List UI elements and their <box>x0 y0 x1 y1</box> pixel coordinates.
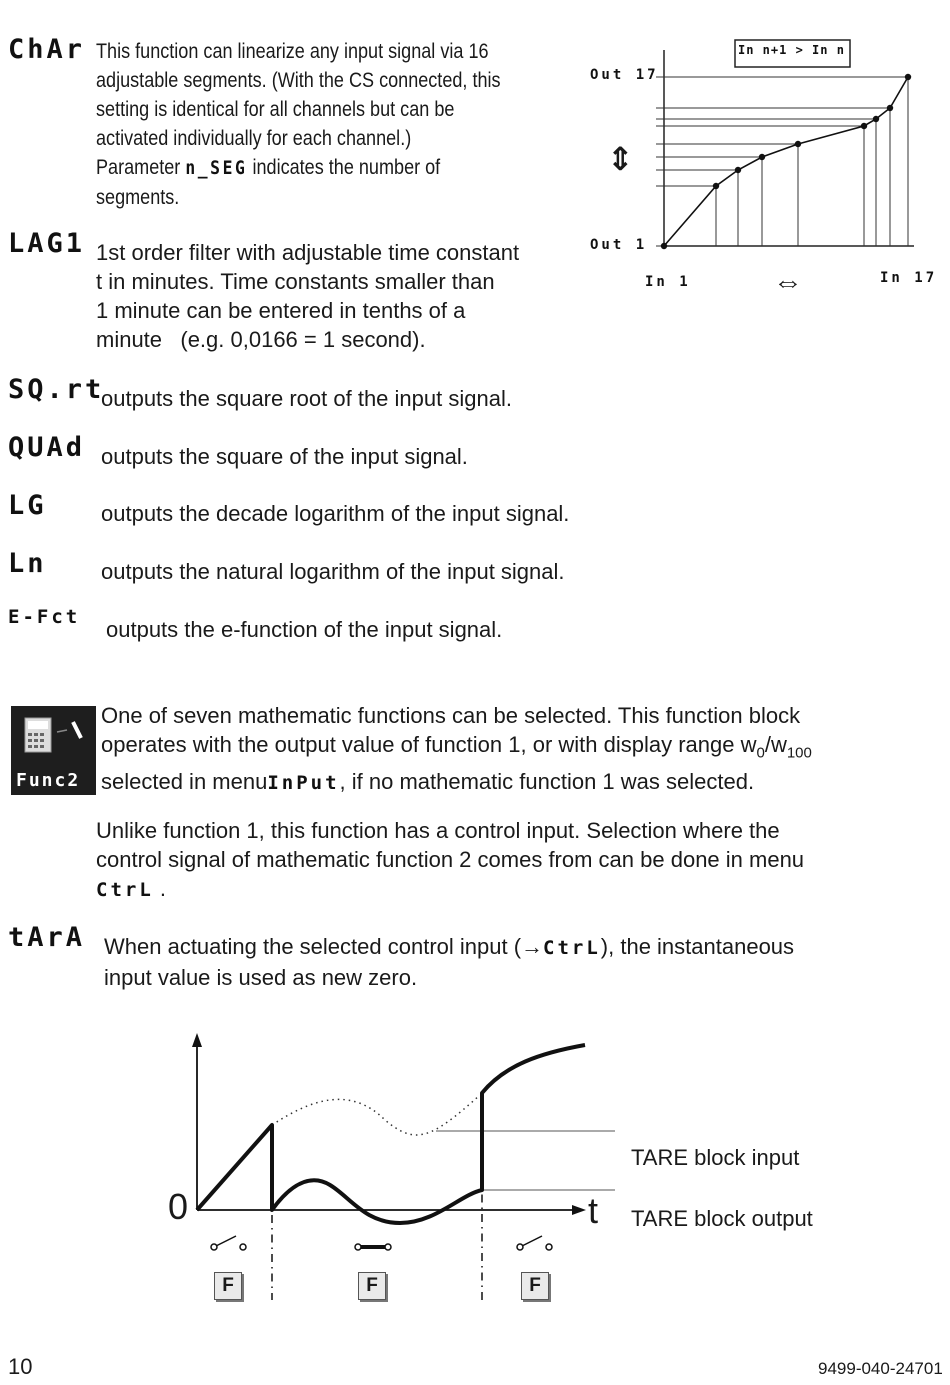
label-in1: In 1 <box>645 274 691 290</box>
f-key-label: F <box>529 1275 541 1296</box>
period: . <box>159 876 167 901</box>
code-sqrt: SQ.rt <box>8 374 105 405</box>
func2-icon-label: Func2 <box>16 770 81 791</box>
tare-output-label: TARE block output <box>631 1206 813 1231</box>
up-down-arrow-icon: ⇕ <box>607 141 634 177</box>
char-param-suffix: indicates the number of <box>252 156 441 179</box>
code-input: InPut <box>267 772 340 795</box>
lg-description: outputs the decade logarithm of the input signal. <box>101 501 570 526</box>
code-quad: QUAd <box>8 432 86 463</box>
document-number: 9499-040-24701 <box>818 1359 943 1378</box>
code-ctrl: CtrL <box>543 937 601 959</box>
func2-icon <box>11 706 96 795</box>
code-ctrl: CtrL <box>96 879 154 901</box>
x-axis-arrow <box>572 1205 586 1215</box>
tare-t-label: t <box>588 1190 599 1231</box>
subscript: 100 <box>786 744 812 762</box>
label-out17: Out 17 <box>590 67 659 83</box>
switch-open-icon <box>517 1236 552 1250</box>
func2-line3-post: , if no mathematic function 1 was selected. <box>339 769 755 795</box>
lag1-line: 1st order filter with adjustable time constant <box>96 240 520 265</box>
tara-description <box>104 932 944 992</box>
segment-inputs <box>716 77 908 246</box>
char-line: segments. <box>96 186 180 209</box>
code-n-seg: n_SEG <box>185 157 248 179</box>
tara-line1-pre: When actuating the selected control input (→ <box>104 934 544 959</box>
y-axis-arrow <box>192 1033 202 1047</box>
char-line: setting is identical for all channels but can be <box>96 98 455 121</box>
func2-para2 <box>96 816 946 905</box>
char-param-prefix: Parameter <box>96 156 181 179</box>
func2-line2-text: operates with the output value of function 1, or with display range w <box>101 732 757 757</box>
code-lg: LG <box>8 490 47 521</box>
switch-open-icon <box>211 1236 246 1250</box>
page-number: 10 <box>8 1354 33 1379</box>
char-line: This function can linearize any input signal via 16 <box>96 40 489 63</box>
code-ln: Ln <box>8 548 47 579</box>
tare-input-label: TARE block input <box>631 1145 800 1170</box>
tara-line: input value is used as new zero. <box>104 965 418 990</box>
char-description <box>96 37 543 212</box>
code-char: ChAr <box>8 34 86 65</box>
func2-line <box>101 767 946 798</box>
func2-para2-line: Unlike function 1, this function has a control input. Selection where the <box>96 818 780 843</box>
segment-levels <box>656 77 908 246</box>
lag1-description <box>96 238 519 354</box>
legend-in-compare: In n+1 > In n <box>738 43 845 57</box>
left-right-arrow-icon: ⇔ <box>773 266 803 299</box>
func2-para2-line: control signal of mathematic function 2 comes from can be done in menu <box>96 847 805 872</box>
calculator-icon <box>11 706 96 766</box>
tara-line <box>104 932 944 963</box>
f-key-icon <box>214 1272 242 1300</box>
code-efct: E-Fct <box>8 606 81 628</box>
func2-para2-line <box>96 874 946 905</box>
char-line: activated individually for each channel.) <box>96 127 412 150</box>
lag1-line: 1 minute can be entered in tenths of a <box>96 298 466 323</box>
func2-description <box>101 701 946 798</box>
subscript: 0 <box>756 744 765 762</box>
f-key-label: F <box>366 1275 378 1296</box>
efct-description: outputs the e-function of the input signal. <box>106 617 503 642</box>
char-line: adjustable segments. (With the CS connected, this <box>96 69 501 92</box>
switch-closed-icon <box>355 1244 391 1250</box>
f-key-pressed-icon <box>358 1272 386 1300</box>
tara-line1-post: ), the instantaneous <box>600 934 795 959</box>
code-lag1: LAG1 <box>8 228 86 259</box>
quad-description: outputs the square of the input signal. <box>101 444 468 469</box>
char-param-line <box>96 153 543 183</box>
f-key-icon <box>521 1272 549 1300</box>
tare-zero-label: 0 <box>168 1186 189 1227</box>
func2-line3-pre: selected in menu <box>101 769 268 795</box>
ln-description: outputs the natural logarithm of the input signal. <box>101 559 565 584</box>
f-key-label: F <box>222 1275 234 1296</box>
label-in17: In 17 <box>880 270 938 286</box>
sqrt-description: outputs the square root of the input signal. <box>101 386 512 411</box>
output-curve <box>197 1045 585 1223</box>
func2-line2-mid: /w <box>764 732 787 757</box>
linearization-curve <box>664 77 908 246</box>
func2-line <box>101 730 946 767</box>
label-out1: Out 1 <box>590 237 648 253</box>
breakpoints <box>661 74 911 249</box>
lag1-line: minute (e.g. 0,0166 = 1 second). <box>96 327 426 352</box>
input-dotted-curve <box>272 1095 480 1135</box>
lag1-line: t in minutes. Time constants smaller than <box>96 269 495 294</box>
func2-line: One of seven mathematic functions can be selected. This function block <box>101 703 801 728</box>
code-tara: tArA <box>8 922 86 953</box>
